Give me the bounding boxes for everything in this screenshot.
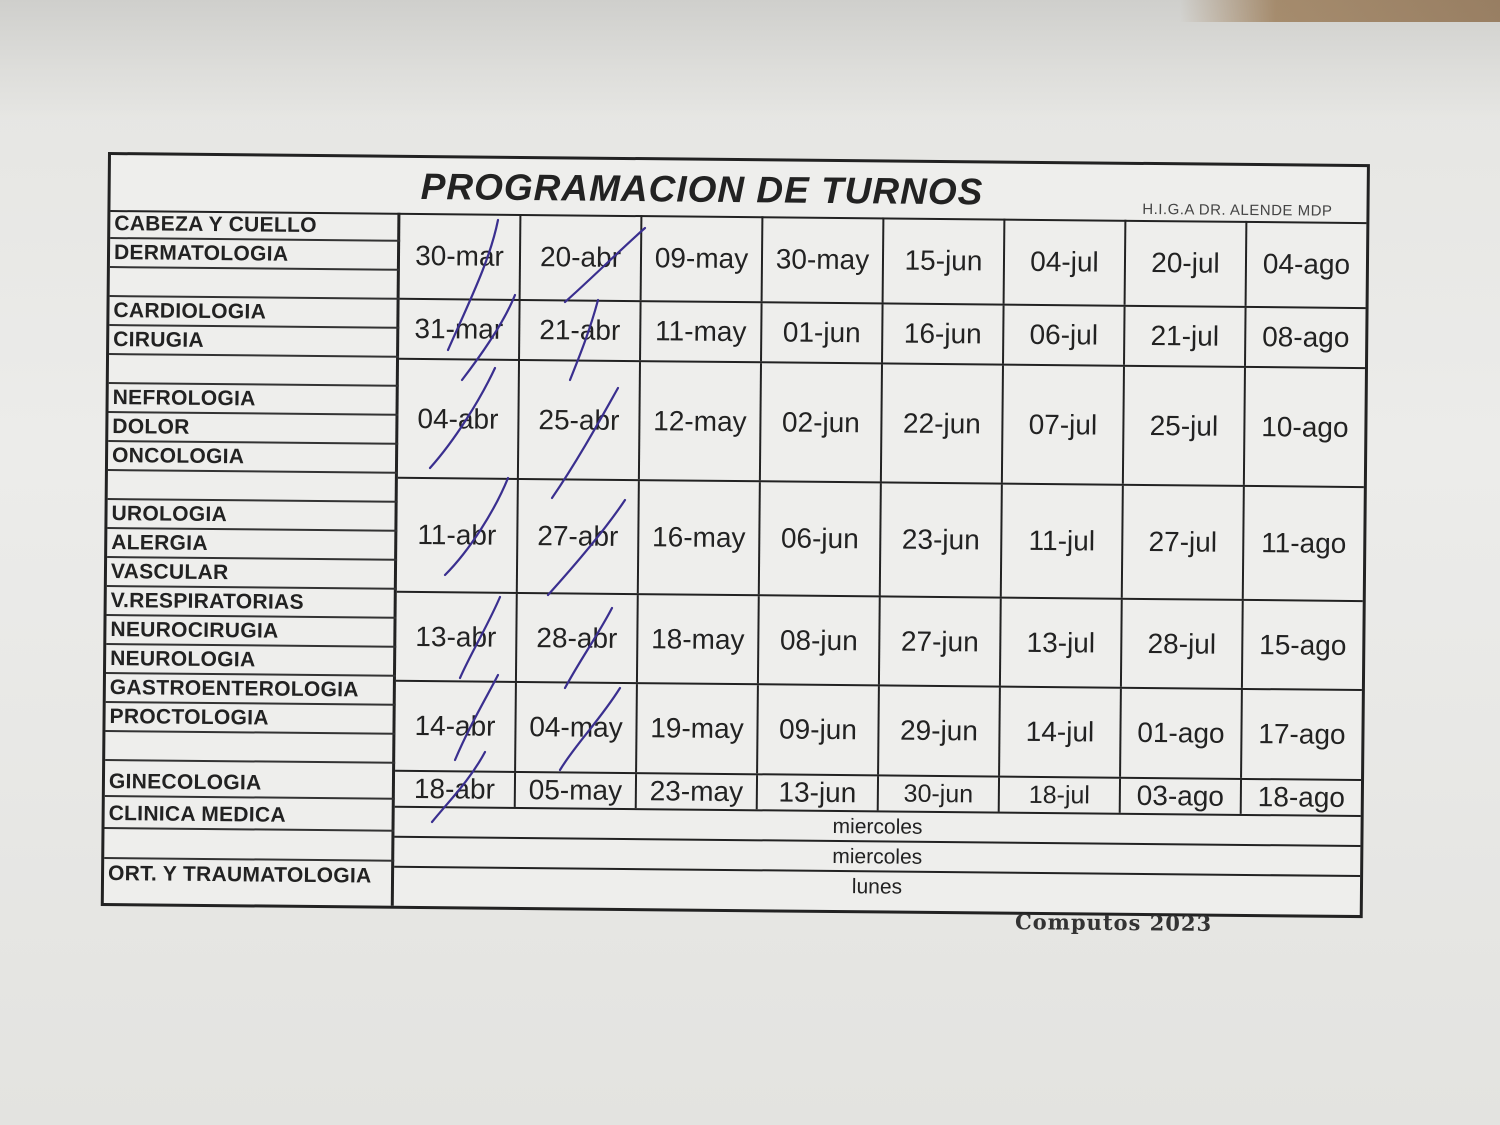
date-cell: 08-ago [1262,321,1350,353]
date-row [400,213,1367,309]
date-cell: 11-may [641,302,763,361]
specialty-column [104,210,401,906]
date-row [397,479,1364,602]
specialty-label: NEUROCIRUGIA [106,616,396,648]
specialty-label: CARDIOLOGIA [109,297,399,329]
weekly-row: lunes [851,875,903,899]
specialty-label: NEUROLOGIA [106,645,396,677]
date-cell: 20-abr [521,214,643,300]
date-cell: 30-jun [879,776,1000,811]
specialty-label: GASTROENTEROLOGIA [106,674,396,706]
date-cell: 30-mar [400,213,522,299]
date-cell: 19-may [637,684,759,773]
specialty-label: CABEZA Y CUELLO [110,210,400,242]
page-title: PROGRAMACION DE TURNOS [420,166,984,213]
date-cell: 05-may [516,773,637,808]
date-cell: 11-abr [397,479,519,592]
weekly-row: miercoles [394,838,1360,877]
specialty-label: DERMATOLOGIA [110,239,400,271]
date-cell: 27-jul [1123,486,1245,599]
date-row [399,300,1366,369]
date-cell: 15-ago [1259,628,1347,661]
date-cell: 01-jun [762,303,884,362]
date-cell: 16-jun [883,304,1005,363]
date-cell: 13-jun [758,775,879,810]
date-cell: 23-may [637,774,758,809]
date-cell: 09-may [642,215,764,301]
table-edge [1180,0,1500,22]
date-cell: 06-jun [760,482,882,595]
specialty-label: NEFROLOGIA [108,384,398,416]
date-cell: 04-may [516,683,638,772]
date-cell: 21-jul [1125,307,1247,366]
date-cell: 27-jun [880,597,1002,685]
date-cell: 21-abr [520,301,642,360]
date-cell: 18-ago [1257,781,1346,813]
date-cell: 29-jun [879,686,1001,775]
date-cell: 28-jul [1122,600,1244,688]
date-cell: 03-ago [1121,779,1242,814]
specialty-label: GINECOLOGIA [105,768,395,800]
date-cell: 07-jul [1003,366,1125,484]
specialty-label [104,830,394,862]
specialty-label: V.RESPIRATORIAS [107,587,397,619]
date-cell: 23-jun [881,483,1003,596]
date-grid [395,213,1367,828]
date-cell: 13-jul [1001,599,1123,687]
institution-label: H.I.G.A DR. ALENDE MDP [1142,200,1333,220]
date-cell: 14-jul [1000,688,1122,777]
specialty-label [105,732,395,764]
date-cell: 08-jun [759,596,881,684]
date-cell: 13-abr [396,593,518,681]
specialty-label: UROLOGIA [107,500,397,532]
specialty-label [109,355,399,387]
date-cell: 18-may [638,595,760,683]
date-cell: 18-abr [395,772,516,807]
date-cell: 12-may [640,362,762,480]
footer-label: Computos 2023 [1014,909,1213,936]
date-cell: 22-jun [882,364,1004,482]
date-cell: 11-jul [1002,485,1124,598]
specialty-label: ALERGIA [107,529,397,561]
specialty-label: PROCTOLOGIA [105,703,395,735]
date-cell: 10-ago [1261,410,1349,443]
date-cell: 20-jul [1126,220,1248,306]
date-cell: 14-abr [395,682,517,771]
date-cell: 27-abr [518,480,640,593]
date-cell: 04-ago [1262,247,1351,280]
date-cell: 25-abr [519,361,641,479]
date-cell: 04-abr [398,360,520,478]
weekly-row: miercoles [394,808,1360,847]
date-cell: 31-mar [399,300,521,359]
date-cell: 25-jul [1124,367,1246,485]
schedule-sheet [101,152,1370,918]
date-cell: 09-jun [758,685,880,774]
date-cell: 17-ago [1258,718,1346,750]
date-row [396,593,1363,691]
date-cell: 11-ago [1261,527,1347,559]
specialty-label: ORT. Y TRAUMATOLOGIA [107,862,372,888]
date-cell: 18-jul [1000,778,1121,813]
specialty-label [108,471,398,503]
date-cell: 16-may [639,481,761,594]
date-cell: 30-may [763,216,885,302]
date-cell: 28-abr [517,594,639,682]
specialty-label: CIRUGIA [109,326,399,358]
specialty-label: CLINICA MEDICA [105,800,395,832]
specialty-label: ONCOLOGIA [108,442,398,474]
date-cell: 06-jul [1004,306,1126,365]
date-row [395,682,1362,781]
date-cell: 15-jun [884,217,1006,303]
date-row [398,360,1365,488]
date-cell: 01-ago [1121,689,1243,778]
specialty-label: VASCULAR [107,558,397,590]
specialty-label [110,268,400,300]
date-cell: 04-jul [1005,219,1127,305]
date-cell: 02-jun [761,363,883,481]
specialty-label: DOLOR [108,413,398,445]
